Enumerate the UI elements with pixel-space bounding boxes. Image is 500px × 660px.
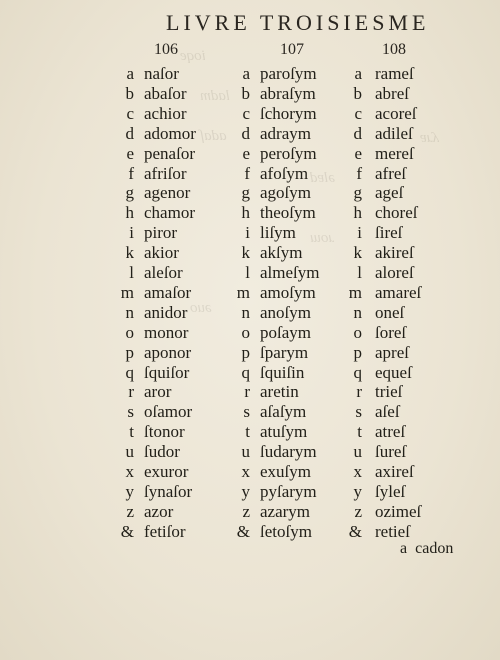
- row-letter-3: u: [353, 442, 362, 462]
- row-letter-3: h: [353, 203, 362, 223]
- row-word-3: apreſ: [375, 342, 409, 362]
- row-letter-1: f: [128, 163, 134, 183]
- row-letter-3: b: [353, 83, 362, 103]
- row-letter-1: y: [125, 481, 134, 501]
- table-row: [0, 323, 500, 343]
- table-row: [0, 343, 500, 363]
- row-word-3: ſyleſ: [375, 481, 406, 501]
- row-letter-2: g: [241, 183, 250, 203]
- row-word-3: oneſ: [375, 302, 405, 322]
- row-word-3: ozimeſ: [375, 501, 422, 521]
- row-word-2: ſetoſym: [260, 521, 312, 541]
- row-word-1: fetiſor: [144, 521, 186, 541]
- table-row: [0, 223, 500, 243]
- row-word-2: amoſym: [260, 282, 316, 302]
- row-letter-2: &: [236, 521, 250, 541]
- column-number-3: 108: [382, 41, 406, 58]
- row-word-2: pyſarym: [260, 481, 317, 501]
- table-row: [0, 402, 500, 422]
- row-letter-1: l: [129, 263, 134, 282]
- row-word-2: liſym: [260, 223, 296, 243]
- row-word-2: paroſym: [260, 64, 317, 83]
- table-row: [0, 183, 500, 203]
- row-letter-1: c: [126, 103, 134, 123]
- row-letter-3: e: [354, 143, 362, 163]
- table-row: [0, 64, 500, 84]
- row-letter-2: d: [241, 123, 250, 143]
- row-word-1: ſynaſor: [144, 481, 193, 501]
- row-word-1: abaſor: [144, 83, 187, 103]
- row-word-3: trieſ: [375, 382, 403, 402]
- row-letter-3: i: [357, 223, 362, 243]
- row-word-1: achior: [144, 103, 187, 123]
- row-letter-1: u: [125, 442, 134, 462]
- row-letter-3: o: [353, 322, 362, 342]
- row-letter-1: g: [125, 183, 134, 203]
- row-letter-3: n: [353, 302, 362, 322]
- row-letter-3: a: [354, 64, 362, 83]
- table-row: [0, 422, 500, 442]
- row-word-1: exuror: [144, 462, 189, 481]
- row-word-1: naſor: [144, 64, 179, 83]
- row-letter-3: k: [353, 243, 362, 263]
- row-letter-2: c: [242, 103, 250, 123]
- row-letter-3: x: [353, 462, 362, 481]
- row-word-3: axireſ: [375, 462, 414, 481]
- row-letter-3: s: [355, 402, 362, 422]
- row-letter-2: b: [241, 83, 250, 103]
- row-letter-3: p: [353, 342, 362, 362]
- table-row: [0, 263, 500, 283]
- row-word-3: ſireſ: [375, 223, 403, 243]
- row-word-2: azarym: [260, 501, 311, 521]
- table-row: [0, 363, 500, 383]
- row-letter-3: y: [353, 481, 362, 501]
- row-word-2: atuſym: [260, 422, 308, 442]
- row-letter-2: r: [244, 382, 250, 402]
- row-word-3: choreſ: [375, 203, 418, 223]
- row-word-2: poſaym: [260, 322, 311, 342]
- row-letter-2: s: [243, 402, 250, 422]
- row-word-2: theoſym: [260, 203, 316, 223]
- row-letter-2: x: [241, 462, 250, 481]
- row-letter-2: u: [241, 442, 250, 462]
- row-word-1: anidor: [144, 302, 188, 322]
- row-word-3: acoreſ: [375, 103, 417, 123]
- table-row: [0, 104, 500, 124]
- row-word-2: afoſym: [260, 163, 309, 183]
- row-letter-3: r: [356, 382, 362, 402]
- row-word-1: azor: [144, 501, 174, 521]
- row-letter-2: p: [241, 342, 250, 362]
- row-letter-1: &: [120, 521, 134, 541]
- row-word-1: akior: [144, 243, 179, 263]
- table-row: [0, 522, 500, 542]
- table-row: [0, 124, 500, 144]
- row-word-2: ſchorym: [260, 103, 317, 123]
- table-row: [0, 462, 500, 482]
- row-word-2: akſym: [260, 243, 303, 263]
- row-word-3: mereſ: [375, 143, 414, 163]
- row-letter-2: m: [236, 282, 250, 302]
- row-word-3: amareſ: [375, 282, 422, 302]
- row-word-1: chamor: [144, 203, 195, 223]
- row-letter-1: k: [125, 243, 134, 263]
- column-number-1: 106: [154, 41, 178, 58]
- row-letter-1: d: [125, 123, 134, 143]
- row-word-1: ſquiſor: [144, 362, 190, 382]
- row-letter-2: i: [245, 223, 250, 243]
- row-word-1: ſtonor: [144, 422, 185, 442]
- row-word-1: piror: [144, 223, 178, 243]
- table-row: [0, 482, 500, 502]
- row-word-3: equeſ: [375, 362, 412, 382]
- row-letter-2: l: [245, 263, 250, 282]
- row-word-2: peroſym: [260, 143, 317, 163]
- page-title: LIVRE TROISIESME: [166, 10, 430, 35]
- row-word-2: ſparym: [260, 342, 309, 362]
- row-word-1: amaſor: [144, 282, 192, 302]
- row-word-3: aloreſ: [375, 263, 414, 282]
- row-letter-3: g: [353, 183, 362, 203]
- row-word-1: monor: [144, 322, 189, 342]
- row-word-1: agenor: [144, 183, 191, 203]
- row-word-3: abreſ: [375, 83, 409, 103]
- row-letter-2: o: [241, 322, 250, 342]
- row-word-2: ſudarym: [260, 442, 317, 462]
- row-word-1: aror: [144, 382, 172, 402]
- table-row: [0, 382, 500, 402]
- row-word-3: ſureſ: [375, 442, 407, 462]
- row-letter-3: t: [357, 422, 362, 442]
- row-word-2: adraym: [260, 123, 311, 143]
- row-letter-3: &: [348, 521, 362, 541]
- row-letter-2: z: [242, 501, 250, 521]
- catchword: [400, 540, 461, 558]
- row-letter-3: d: [353, 123, 362, 143]
- row-word-2: aſaſym: [260, 402, 307, 422]
- table-row: [0, 144, 500, 164]
- row-word-1: afriſor: [144, 163, 187, 183]
- row-letter-1: m: [120, 282, 134, 302]
- row-word-1: aponor: [144, 342, 192, 362]
- row-word-3: afreſ: [375, 163, 407, 183]
- table-row: [0, 303, 500, 323]
- row-letter-1: i: [129, 223, 134, 243]
- row-letter-1: s: [127, 402, 134, 422]
- row-word-3: retieſ: [375, 521, 410, 541]
- table-row: [0, 203, 500, 223]
- table-row: [0, 164, 500, 184]
- catchword-letter: a: [400, 540, 408, 557]
- row-letter-1: p: [125, 342, 134, 362]
- row-letter-3: f: [356, 163, 362, 183]
- row-word-3: rameſ: [375, 64, 414, 83]
- row-letter-3: q: [353, 362, 362, 382]
- row-letter-2: k: [241, 243, 250, 263]
- table-row: [0, 84, 500, 104]
- table-row: [0, 283, 500, 303]
- row-word-3: aſeſ: [375, 402, 400, 422]
- row-word-1: aleſor: [144, 263, 183, 282]
- row-letter-1: q: [125, 362, 134, 382]
- row-letter-1: n: [125, 302, 134, 322]
- row-letter-1: e: [126, 143, 134, 163]
- row-word-2: agoſym: [260, 183, 311, 203]
- catchword-word: cadon: [415, 540, 454, 557]
- row-letter-1: h: [125, 203, 134, 223]
- row-letter-3: c: [354, 103, 362, 123]
- row-word-3: akireſ: [375, 243, 414, 263]
- row-word-2: almeſym: [260, 263, 320, 282]
- row-word-1: penaſor: [144, 143, 195, 163]
- row-letter-2: y: [241, 481, 250, 501]
- row-letter-2: q: [241, 362, 250, 382]
- row-letter-2: f: [244, 163, 250, 183]
- row-word-1: oſamor: [144, 402, 193, 422]
- row-word-3: ſoreſ: [375, 322, 407, 342]
- row-word-2: aretin: [260, 382, 299, 402]
- table-row: [0, 502, 500, 522]
- row-letter-1: z: [126, 501, 134, 521]
- row-word-3: ageſ: [375, 183, 404, 203]
- row-word-2: exuſym: [260, 462, 311, 481]
- row-letter-1: t: [129, 422, 134, 442]
- row-word-2: abraſym: [260, 83, 316, 103]
- row-letter-1: a: [126, 64, 134, 83]
- row-letter-2: a: [242, 64, 250, 83]
- row-letter-1: o: [125, 322, 134, 342]
- table-row: [0, 243, 500, 263]
- row-letter-1: b: [125, 83, 134, 103]
- row-letter-3: z: [354, 501, 362, 521]
- row-letter-2: n: [241, 302, 250, 322]
- row-letter-2: t: [245, 422, 250, 442]
- row-word-1: ſudor: [144, 442, 180, 462]
- row-letter-1: r: [128, 382, 134, 402]
- row-letter-3: m: [348, 282, 362, 302]
- row-word-1: adomor: [144, 123, 196, 143]
- row-word-2: anoſym: [260, 302, 311, 322]
- table-row: [0, 442, 500, 462]
- row-letter-3: l: [357, 263, 362, 282]
- row-letter-1: x: [125, 462, 134, 481]
- row-word-2: ſquiſin: [260, 362, 305, 382]
- row-word-3: adileſ: [375, 123, 413, 143]
- row-word-3: atreſ: [375, 422, 406, 442]
- row-letter-2: e: [242, 143, 250, 163]
- column-number-2: 107: [280, 41, 304, 58]
- row-letter-2: h: [241, 203, 250, 223]
